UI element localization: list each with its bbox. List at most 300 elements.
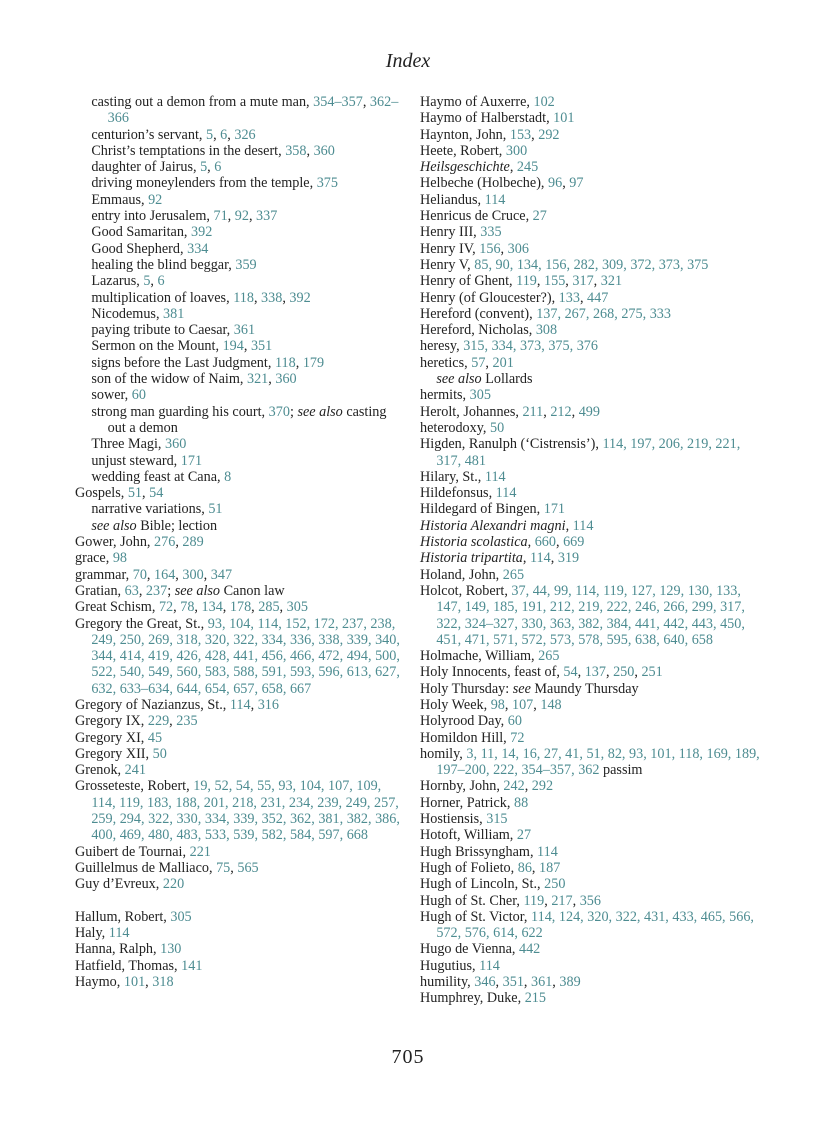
page-reference: 137 bbox=[584, 664, 606, 681]
index-entry bbox=[420, 355, 760, 371]
entry-text: , bbox=[523, 974, 532, 991]
entry-text: unjust steward, bbox=[91, 452, 181, 469]
page-reference: 164 bbox=[154, 566, 176, 583]
page-reference: 130 bbox=[160, 941, 182, 958]
entry-text: grammar, bbox=[75, 566, 133, 583]
page-reference: 119 bbox=[523, 892, 545, 909]
page-reference: 54 bbox=[149, 485, 164, 502]
entry-text: , bbox=[207, 159, 215, 176]
page-reference: 319 bbox=[557, 550, 580, 567]
entry-text: , bbox=[253, 289, 262, 306]
page-reference: 315, 334, 373, 375, 376 bbox=[463, 338, 598, 355]
entry-text: , bbox=[295, 354, 303, 371]
index-subentry bbox=[75, 208, 400, 224]
entry-text: , bbox=[577, 664, 585, 681]
index-entry bbox=[420, 990, 760, 1006]
index-entry bbox=[420, 175, 760, 191]
page-reference: 8 bbox=[224, 468, 232, 485]
entry-text: , bbox=[227, 208, 235, 225]
entry-text: heretics, bbox=[420, 354, 472, 371]
page-reference: 118 bbox=[274, 354, 296, 371]
index-column-right bbox=[420, 94, 760, 1007]
entry-text: Grosseteste, Robert, bbox=[75, 778, 194, 795]
page-reference: 6 bbox=[214, 159, 222, 176]
page-reference: 276 bbox=[154, 534, 176, 551]
entry-text: , bbox=[552, 974, 560, 991]
index-entry bbox=[420, 713, 760, 729]
italic-text: see also bbox=[297, 403, 343, 420]
page-reference: 72 bbox=[158, 599, 174, 616]
index-entry bbox=[420, 974, 760, 990]
index-subentry bbox=[75, 404, 400, 437]
entry-text: Grenok, bbox=[75, 762, 125, 779]
page-reference: 92 bbox=[148, 191, 163, 208]
index-entry bbox=[420, 322, 760, 338]
entry-text: Holyrood Day, bbox=[420, 713, 508, 730]
entry-text: Henry III, bbox=[420, 224, 481, 241]
page-reference: 3, 11, 14, 16, 27, 41, 51, 82, 93, 101, 118, 169, 189, 197–200, 222, 354–357, 362 bbox=[436, 745, 760, 779]
entry-text: sower, bbox=[91, 387, 132, 404]
index-subentry bbox=[75, 518, 400, 534]
entry-text: Gregory the Great, St., bbox=[75, 615, 208, 632]
entry-text: , bbox=[250, 696, 258, 713]
page-reference: 114 bbox=[484, 468, 506, 485]
entry-text: , bbox=[605, 664, 614, 681]
entry-text: Haynton, John, bbox=[420, 126, 510, 143]
page-reference: 97 bbox=[569, 175, 584, 192]
entry-text: heterodoxy, bbox=[420, 419, 490, 436]
page-reference: 237 bbox=[145, 582, 168, 599]
index-entry bbox=[420, 958, 760, 974]
index-subentry bbox=[75, 192, 400, 208]
page-reference: 187 bbox=[539, 859, 561, 876]
page-reference: 321 bbox=[600, 273, 623, 290]
entry-text: Emmaus, bbox=[91, 191, 149, 208]
entry-text: Holmache, William, bbox=[420, 648, 539, 665]
page-reference: 114, 197, 206, 219, 221, 317, 481 bbox=[436, 436, 741, 469]
page-reference: 153 bbox=[509, 126, 532, 143]
page-reference: 305 bbox=[170, 908, 192, 925]
page-reference: 50 bbox=[490, 419, 505, 436]
page-reference: 141 bbox=[181, 957, 203, 974]
entry-text: Holand, John, bbox=[420, 566, 503, 583]
index-entry bbox=[75, 941, 400, 957]
page-reference: 6 bbox=[157, 273, 165, 290]
entry-text: Henricus de Cruce, bbox=[420, 208, 533, 225]
page-reference: 5 bbox=[143, 273, 151, 290]
index-entry bbox=[420, 778, 760, 794]
page-reference: 389 bbox=[559, 974, 581, 991]
entry-text: homily, bbox=[420, 745, 467, 762]
entry-text: , bbox=[248, 208, 257, 225]
page-reference: 212 bbox=[550, 403, 572, 420]
entry-text: Hugh of St. Cher, bbox=[420, 892, 524, 909]
index-entry bbox=[420, 127, 760, 143]
index-entry bbox=[420, 844, 760, 860]
index-subentry bbox=[75, 241, 400, 257]
page-reference: 92 bbox=[234, 208, 249, 225]
entry-text: Gower, John, bbox=[75, 534, 155, 551]
entry-text: Heliandus, bbox=[420, 191, 485, 208]
index-entry bbox=[75, 844, 400, 860]
entry-text: Humphrey, Duke, bbox=[420, 990, 525, 1007]
entry-text: , bbox=[251, 599, 259, 616]
entry-text: passim bbox=[599, 762, 643, 779]
index-entry bbox=[420, 518, 760, 534]
index-entry bbox=[420, 567, 760, 583]
index-entry bbox=[420, 860, 760, 876]
page-reference: 119 bbox=[516, 273, 537, 290]
entry-text: humility, bbox=[420, 974, 475, 991]
entry-text: centurion’s servant, bbox=[91, 126, 206, 143]
entry-text: Haymo of Halberstadt, bbox=[420, 110, 554, 127]
entry-text: , bbox=[565, 273, 573, 290]
page-reference: 250 bbox=[613, 664, 635, 681]
entry-text: grace, bbox=[75, 550, 113, 567]
index-subentry bbox=[75, 469, 400, 485]
index-entry bbox=[75, 697, 400, 713]
index-subentry bbox=[75, 501, 400, 517]
entry-text: entry into Jerusalem, bbox=[91, 208, 214, 225]
entry-text: Holy Thursday: bbox=[420, 680, 513, 697]
page-reference: 114 bbox=[229, 696, 251, 713]
page-reference: 285 bbox=[258, 599, 280, 616]
entry-text: Hallum, Robert, bbox=[75, 908, 171, 925]
page-reference: 133 bbox=[558, 289, 580, 306]
index-entry bbox=[420, 420, 760, 436]
page-reference: 361 bbox=[531, 974, 553, 991]
page-reference: 669 bbox=[563, 534, 585, 551]
entry-text: Hostiensis, bbox=[420, 811, 487, 828]
entry-text: Hildefonsus, bbox=[420, 485, 496, 502]
entry-text: , bbox=[150, 273, 158, 290]
page-reference: 358 bbox=[285, 142, 307, 159]
page-reference: 306 bbox=[507, 240, 529, 257]
page-reference: 134 bbox=[201, 599, 223, 616]
page-reference: 171 bbox=[543, 501, 565, 518]
index-subentry bbox=[75, 224, 400, 240]
index-entry bbox=[420, 681, 760, 697]
index-entry bbox=[75, 925, 400, 941]
page-reference: 251 bbox=[641, 664, 663, 681]
page-reference: 114 bbox=[495, 485, 517, 502]
entry-text: paying tribute to Caesar, bbox=[91, 322, 234, 339]
index-entry bbox=[420, 550, 760, 566]
entry-text: Hildegard of Bingen, bbox=[420, 501, 544, 518]
entry-text: Hatfield, Thomas, bbox=[75, 957, 182, 974]
page-reference: 338 bbox=[261, 289, 283, 306]
entry-text: daughter of Jairus, bbox=[91, 159, 201, 176]
index-entry bbox=[420, 664, 760, 680]
entry-text: , bbox=[175, 534, 183, 551]
page-reference: 72 bbox=[510, 729, 525, 746]
page-reference: 156 bbox=[479, 240, 501, 257]
entry-text: Hugo de Vienna, bbox=[420, 941, 519, 958]
entry-text: Guillelmus de Malliaco, bbox=[75, 859, 217, 876]
entry-text: heresy, bbox=[420, 338, 464, 355]
page-reference: 71 bbox=[213, 208, 228, 225]
page-reference: 45 bbox=[147, 729, 163, 746]
page-reference: 242 bbox=[503, 778, 525, 795]
entry-text: , bbox=[362, 94, 370, 110]
entry-text: Haymo, bbox=[75, 974, 124, 991]
italic-text: see bbox=[512, 680, 531, 697]
page-reference: 148 bbox=[540, 696, 562, 713]
page-reference: 114 bbox=[537, 843, 558, 860]
entry-text: Higden, Ranulph (‘Cistrensis’), bbox=[420, 436, 603, 453]
entry-text: Homildon Hill, bbox=[420, 729, 511, 746]
page-reference: 318 bbox=[152, 974, 174, 991]
entry-text: Horner, Patrick, bbox=[420, 794, 514, 811]
page-reference: 57 bbox=[471, 354, 486, 371]
page-reference: 347 bbox=[210, 566, 233, 583]
page-reference: 114 bbox=[572, 517, 594, 534]
entry-text: , bbox=[243, 338, 251, 355]
page-reference: 337 bbox=[256, 208, 278, 225]
page-reference: 565 bbox=[237, 859, 259, 876]
index-entry bbox=[420, 224, 760, 240]
entry-text: , bbox=[544, 892, 552, 909]
entry-text: Herolt, Johannes, bbox=[420, 403, 523, 420]
index-spacer bbox=[75, 893, 400, 909]
index-subentry bbox=[75, 273, 400, 289]
index-entry bbox=[420, 404, 760, 420]
page-reference: 392 bbox=[289, 289, 311, 306]
entry-text: Bible; lection bbox=[136, 517, 218, 534]
page-reference: 346 bbox=[474, 974, 496, 991]
entry-text: , bbox=[227, 126, 235, 143]
index-entry bbox=[420, 501, 760, 517]
entry-text: wedding feast at Cana, bbox=[91, 468, 225, 485]
entry-text: , bbox=[222, 599, 230, 616]
entry-text: Hugh of Folieto, bbox=[420, 859, 518, 876]
index-entry bbox=[75, 974, 400, 990]
page-reference: 70 bbox=[132, 566, 147, 583]
page-reference: 442 bbox=[518, 941, 541, 958]
page-reference: 6 bbox=[220, 126, 228, 143]
page-reference: 215 bbox=[524, 990, 546, 1007]
index-subentry bbox=[75, 371, 400, 387]
page-reference: 114 bbox=[479, 957, 500, 974]
page-reference: 211 bbox=[522, 403, 544, 420]
index-entry bbox=[420, 648, 760, 664]
entry-text: strong man guarding his court, bbox=[91, 403, 269, 420]
index-subentry bbox=[420, 371, 760, 387]
entry-text: Three Magi, bbox=[91, 436, 165, 453]
entry-text: Lollards bbox=[481, 371, 533, 388]
index-entry bbox=[420, 192, 760, 208]
index-subentry bbox=[75, 306, 400, 322]
index-entry bbox=[420, 893, 760, 909]
entry-text: signs before the Last Judgment, bbox=[91, 354, 275, 371]
page-reference: 5 bbox=[200, 159, 208, 176]
index-entry bbox=[420, 469, 760, 485]
page-reference: 54 bbox=[563, 664, 578, 681]
index-subentry bbox=[75, 257, 400, 273]
entry-text: Lazarus, bbox=[91, 273, 144, 290]
entry-text: , bbox=[565, 517, 573, 534]
index-entry bbox=[420, 876, 760, 892]
entry-text: Gregory of Nazianzus, St., bbox=[75, 696, 230, 713]
entry-text: , bbox=[524, 778, 532, 795]
entry-text: , bbox=[268, 371, 276, 388]
page-reference: 265 bbox=[502, 566, 525, 583]
entry-text: , bbox=[194, 599, 202, 616]
entry-text: , bbox=[527, 534, 535, 551]
page-reference: 102 bbox=[533, 94, 555, 110]
entry-text: Hugh of Lincoln, St., bbox=[420, 876, 545, 893]
entry-text: Hugh Brissyngham, bbox=[420, 843, 538, 860]
page-reference: 114 bbox=[484, 191, 506, 208]
index-entry bbox=[420, 273, 760, 289]
index-subentry bbox=[75, 436, 400, 452]
page-reference: 660 bbox=[534, 534, 556, 551]
page-reference: 101 bbox=[123, 974, 146, 991]
entry-text: Hanna, Ralph, bbox=[75, 941, 161, 958]
page-reference: 78 bbox=[180, 599, 195, 616]
page-reference: 5 bbox=[205, 126, 214, 143]
page-reference: 60 bbox=[507, 713, 522, 730]
page-reference: 85, 90, 134, 156, 282, 309, 372, 373, 375 bbox=[474, 256, 709, 273]
entry-text: casting out a demon bbox=[107, 403, 387, 436]
index-entry bbox=[420, 306, 760, 322]
entry-text: , bbox=[533, 696, 541, 713]
index-entry bbox=[75, 616, 400, 697]
index-entry bbox=[420, 697, 760, 713]
entry-text: Guibert de Tournai, bbox=[75, 843, 190, 860]
entry-text: Gregory IX, bbox=[75, 713, 148, 730]
index-entry bbox=[75, 583, 400, 599]
page-reference: 229 bbox=[147, 713, 170, 730]
entry-text: healing the blind beggar, bbox=[91, 256, 236, 273]
index-entry bbox=[75, 909, 400, 925]
index-entry bbox=[420, 290, 760, 306]
index-entry bbox=[75, 713, 400, 729]
index-entry bbox=[75, 485, 400, 501]
page-reference: 96 bbox=[548, 175, 563, 192]
entry-text: Good Samaritan, bbox=[91, 224, 192, 241]
index-subentry bbox=[75, 159, 400, 175]
entry-text: Hilary, St., bbox=[420, 468, 485, 485]
page-reference: 217 bbox=[551, 892, 573, 909]
page-reference: 75 bbox=[216, 859, 231, 876]
entry-text: Hotoft, William, bbox=[420, 827, 517, 844]
index-entry bbox=[420, 941, 760, 957]
entry-text: Canon law bbox=[220, 582, 285, 599]
page-reference: 220 bbox=[162, 876, 185, 893]
page-reference: 118 bbox=[233, 289, 254, 306]
page-reference: 356 bbox=[579, 892, 601, 909]
index-subentry bbox=[75, 175, 400, 191]
page-reference: 201 bbox=[492, 354, 514, 371]
index-subentry bbox=[75, 127, 400, 143]
index-entry bbox=[420, 827, 760, 843]
entry-text: Gospels, bbox=[75, 485, 128, 502]
page-reference: 241 bbox=[124, 762, 146, 779]
entry-text: , bbox=[579, 289, 588, 306]
entry-text: Sermon on the Mount, bbox=[91, 338, 223, 355]
page-reference: 221 bbox=[189, 843, 211, 860]
entry-text: , bbox=[146, 566, 155, 583]
index-entry bbox=[75, 860, 400, 876]
page-reference: 326 bbox=[234, 126, 256, 143]
index-subentry bbox=[75, 94, 400, 127]
entry-text: Henry IV, bbox=[420, 240, 480, 257]
entry-text: Holcot, Robert, bbox=[420, 582, 512, 599]
page-reference: 114, 124, 320, 322, 431, 433, 465, 566, 572, 576, 614, 622 bbox=[436, 908, 754, 942]
page-reference: 370 bbox=[268, 403, 290, 420]
index-entry bbox=[420, 338, 760, 354]
italic-text: Historia tripartita bbox=[420, 550, 523, 567]
page-reference: 50 bbox=[152, 745, 167, 762]
entry-text: , bbox=[531, 126, 539, 143]
index-entry bbox=[420, 94, 760, 110]
entry-text: Gregory XI, bbox=[75, 729, 148, 746]
page-reference: 179 bbox=[302, 354, 325, 371]
index-entry bbox=[420, 795, 760, 811]
entry-text: , bbox=[522, 550, 530, 567]
index-entry bbox=[420, 583, 760, 648]
page-reference: 359 bbox=[235, 256, 257, 273]
page-title: Index bbox=[385, 50, 431, 72]
page-reference: 114 bbox=[108, 925, 130, 942]
page-reference: 19, 52, 54, 55, 93, 104, 107, 109, 114, 119, 183, 188, 201, 218, 231, 234, 239, 249, 257, 259, 294, 322, 330, 334, 339, 352, 362, 381, 382, 386, 400, 469, 480, 483, 533, 539, 582, 584, 597, 668 bbox=[91, 778, 400, 844]
page-reference: 335 bbox=[480, 224, 502, 241]
page-reference: 447 bbox=[587, 289, 609, 306]
index-entry bbox=[75, 567, 400, 583]
entry-text: , bbox=[536, 273, 544, 290]
italic-text: see also bbox=[436, 371, 482, 388]
entry-text: multiplication of loaves, bbox=[91, 289, 234, 306]
page-reference: 375 bbox=[316, 175, 338, 192]
page-reference: 351 bbox=[250, 338, 273, 355]
page-reference: 317 bbox=[572, 273, 594, 290]
index-entry bbox=[420, 746, 760, 779]
entry-text: Hereford (convent), bbox=[420, 305, 537, 322]
entry-text: Heete, Robert, bbox=[420, 142, 506, 159]
index-entry bbox=[75, 778, 400, 843]
entry-text: Hereford, Nicholas, bbox=[420, 322, 536, 339]
page-reference: 360 bbox=[275, 371, 297, 388]
page-reference: 27 bbox=[532, 208, 547, 225]
page-reference: 107 bbox=[511, 696, 534, 713]
index-entry bbox=[75, 730, 400, 746]
page-reference: 305 bbox=[286, 599, 308, 616]
index-subentry bbox=[75, 387, 400, 403]
entry-text: , bbox=[142, 485, 150, 502]
page-reference: 114 bbox=[529, 550, 551, 567]
entry-text: , bbox=[531, 859, 540, 876]
entry-text: , bbox=[593, 273, 601, 290]
index-column-left bbox=[75, 94, 400, 990]
entry-text: , bbox=[230, 859, 238, 876]
index-subentry bbox=[75, 143, 400, 159]
index-subentry bbox=[75, 338, 400, 354]
index-entry bbox=[420, 730, 760, 746]
index-entry bbox=[420, 436, 760, 469]
entry-text: Haly, bbox=[75, 925, 109, 942]
page-reference: 178 bbox=[229, 599, 252, 616]
index-entry bbox=[420, 811, 760, 827]
page-reference: 499 bbox=[578, 403, 600, 420]
entry-text: Christ’s temptations in the desert, bbox=[91, 142, 286, 159]
index-entry bbox=[75, 876, 400, 892]
page-reference: 289 bbox=[182, 534, 204, 551]
page-reference: 361 bbox=[233, 322, 256, 339]
index-entry bbox=[420, 208, 760, 224]
entry-text: Henry (of Gloucester?), bbox=[420, 289, 559, 306]
page-reference: 321 bbox=[246, 371, 269, 388]
